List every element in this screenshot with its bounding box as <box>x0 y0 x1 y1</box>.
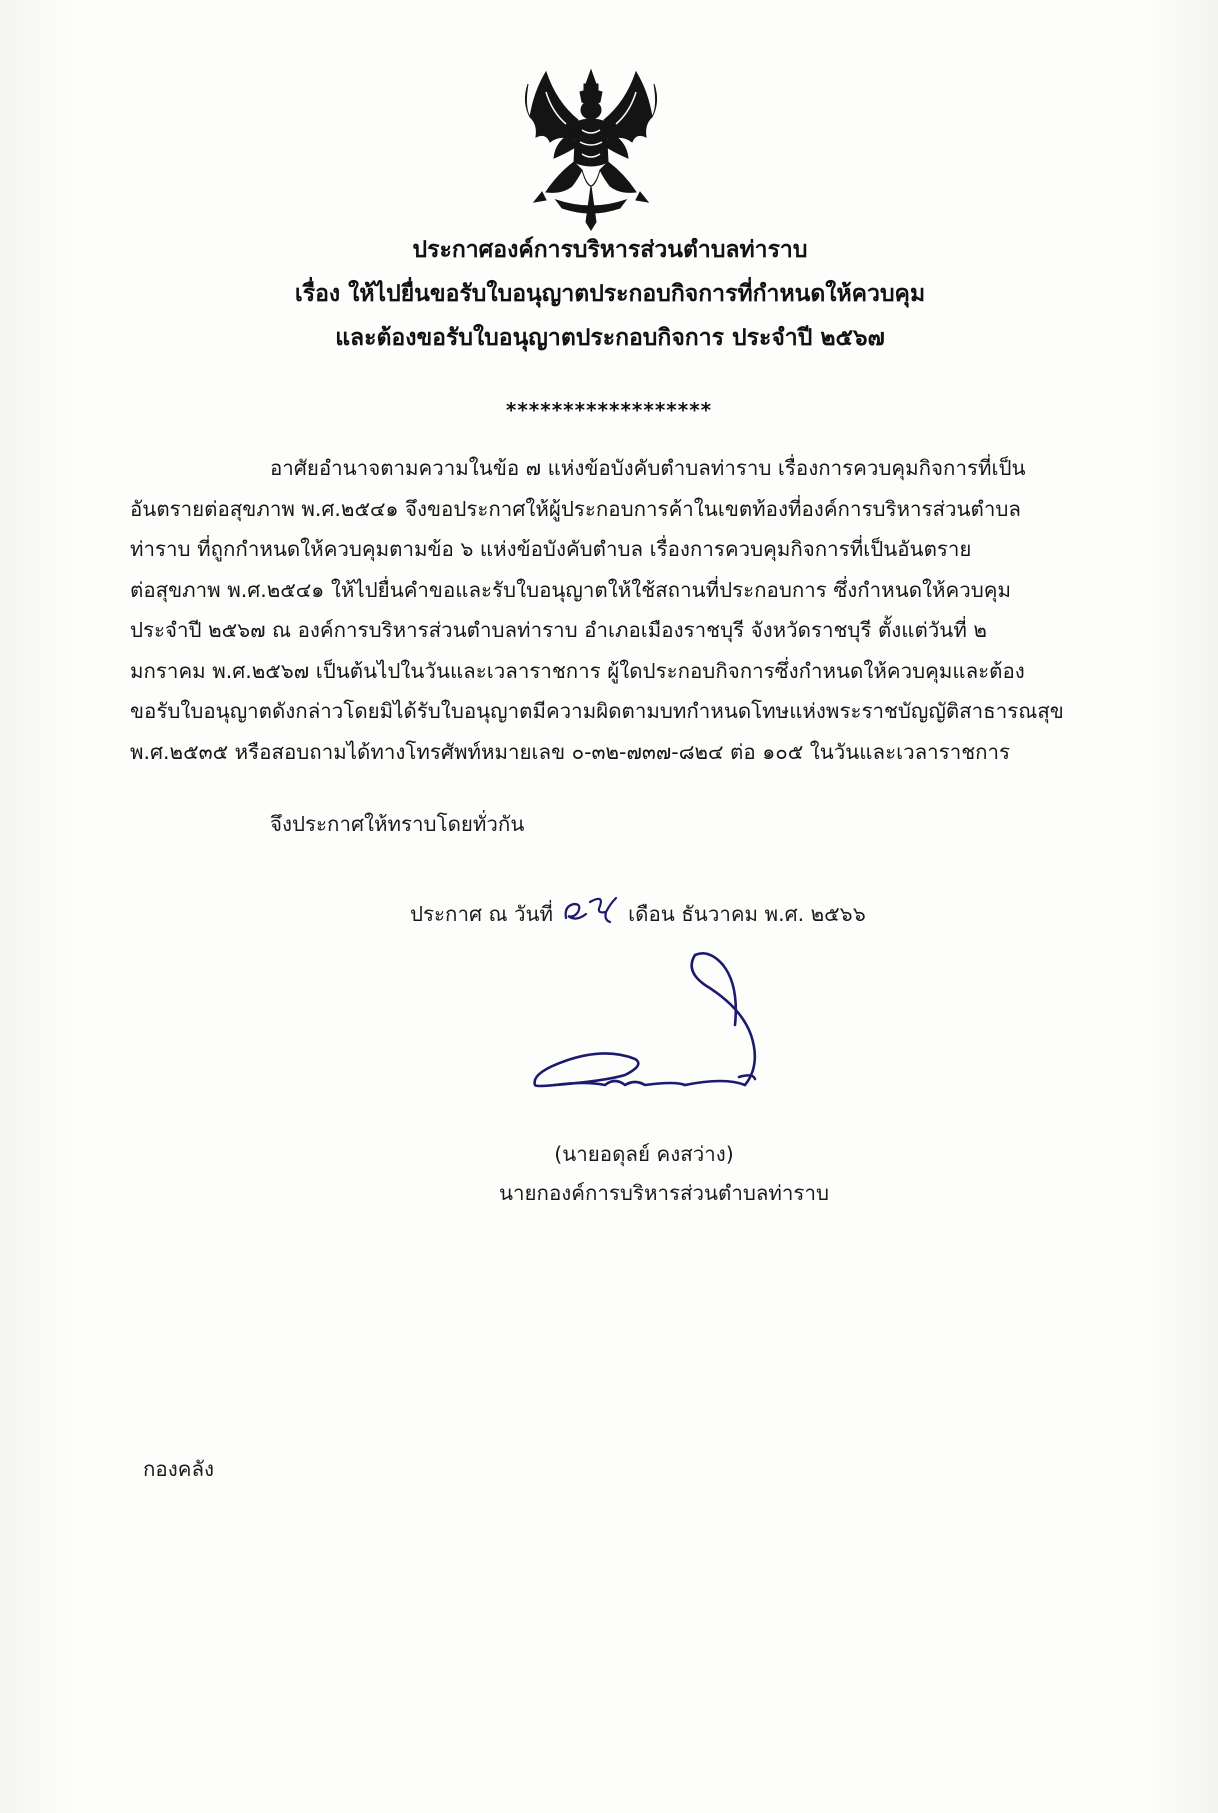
title-line-3: และต้องขอรับใบอนุญาตประกอบกิจการ ประจำปี ๒๕๖๗ <box>335 325 885 351</box>
garuda-emblem-icon <box>516 62 666 232</box>
announcement-date <box>410 898 866 931</box>
announcement-title <box>150 228 1070 360</box>
date-suffix: เดือน ธันวาคม พ.ศ. ๒๕๖๖ <box>628 902 866 926</box>
date-day-handwritten <box>560 900 622 930</box>
body-line: พ.ศ.๒๕๓๕ หรือสอบถามได้ทางโทรศัพท์หมายเลข ๐-๓๒-๗๓๗-๘๒๔ ต่อ ๑๐๕ ในวันและเวลาราชการ <box>130 739 1011 764</box>
body-line: ต่อสุขภาพ พ.ศ.๒๕๔๑ ให้ไปยื่นคำขอและรับใบอนุญาตให้ใช้สถานที่ประกอบการ ซึ่งกำหนดให้ควบคุม <box>130 577 1012 602</box>
body-line: ขอรับใบอนุญาตดังกล่าวโดยมิได้รับใบอนุญาตมีความผิดตามบทกำหนดโทษแห่งพระราชบัญญัติสาธารณสุข <box>130 699 1064 723</box>
handwritten-signature-icon <box>525 945 795 1095</box>
signer-position: นายกองค์การบริหารส่วนตำบลท่าราบ <box>499 1181 829 1205</box>
title-line-2: เรื่อง ให้ไปยื่นขอรับใบอนุญาตประกอบกิจการที่กำหนดให้ควบคุม <box>294 281 926 307</box>
title-line-1: ประกาศองค์การบริหารส่วนตำบลท่าราบ <box>412 237 808 263</box>
separator: ****************** <box>505 398 713 422</box>
date-prefix: ประกาศ ณ วันที่ <box>410 902 554 926</box>
announcement-body <box>130 448 1064 772</box>
closing-statement: จึงประกาศให้ทราบโดยทั่วกัน <box>270 812 525 836</box>
body-line: ประจำปี ๒๕๖๗ ณ องค์การบริหารส่วนตำบลท่าราบ อำเภอเมืองราชบุรี จังหวัดราชบุรี ตั้งแต่วันที่ ๒ <box>130 618 987 642</box>
signer-name: (นายอดุลย์ คงสว่าง) <box>554 1142 734 1166</box>
body-line: ท่าราบ ที่ถูกกำหนดให้ควบคุมตามข้อ ๖ แห่งข้อบังคับตำบล เรื่องการควบคุมกิจการที่เป็นอันตราย <box>130 537 972 561</box>
department-label: กองคลัง <box>143 1457 215 1481</box>
body-line: อันตรายต่อสุขภาพ พ.ศ.๒๕๔๑ จึงขอประกาศให้ผู้ประกอบการค้าในเขตท้องที่องค์การบริหารส่วนตำบล <box>130 496 1021 521</box>
body-line: มกราคม พ.ศ.๒๕๖๗ เป็นต้นไปในวันและเวลาราชการ ผู้ใดประกอบกิจการซึ่งกำหนดให้ควบคุมและต้อง <box>130 658 1025 683</box>
body-line: อาศัยอำนาจตามความในข้อ ๗ แห่งข้อบังคับตำบลท่าราบ เรื่องการควบคุมกิจการที่เป็น <box>270 456 1026 480</box>
